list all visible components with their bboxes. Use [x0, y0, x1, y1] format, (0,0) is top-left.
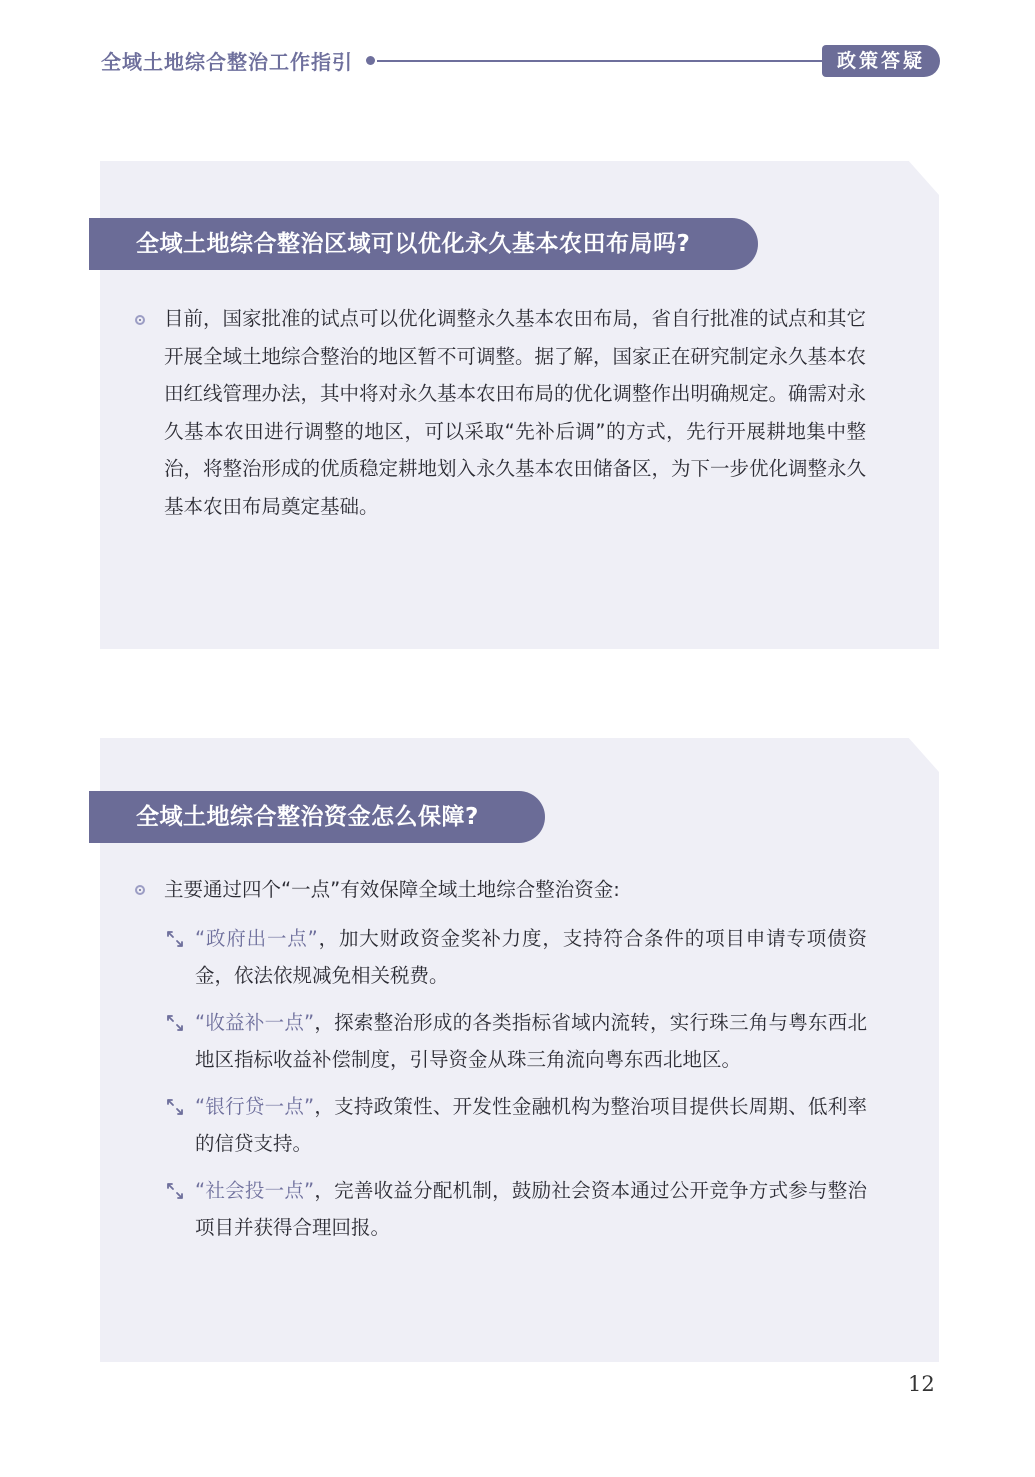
header-divider: [377, 60, 837, 62]
page-number: 12: [908, 1372, 935, 1396]
diagonal-arrows-icon: [166, 1098, 184, 1116]
question-title-1: 全域土地综合整治区域可以优化永久基本农田布局吗?: [89, 218, 758, 270]
section-badge: 政策答疑: [822, 45, 940, 77]
funding-item-highlight: “收益补一点”: [195, 1011, 315, 1034]
diagonal-arrows-icon: [166, 930, 184, 948]
funding-item-highlight: “政府出一点”: [195, 927, 318, 950]
funding-item-1: [195, 920, 867, 994]
funding-item-text: ，加大财政资金奖补力度，支持符合条件的项目申请专项债资金，依法依规减免相关税费。: [195, 927, 867, 987]
header-dot: [366, 56, 375, 65]
funding-item-highlight: “银行贷一点”: [195, 1095, 315, 1118]
funding-item-highlight: “社会投一点”: [195, 1179, 315, 1202]
diagonal-arrows-icon: [166, 1182, 184, 1200]
answer-paragraph-1: 目前，国家批准的试点可以优化调整永久基本农田布局，省自行批准的试点和其它开展全域土地综合整治的地区暂不可调整。据了解，国家正在研究制定永久基本农田红线管理办法，其中将对永久基本农田布局的优化调整作出明确规定。确需对永久基本农田进行调整的地区，可以采取“先补后调”的方式，先行开展耕地集中整治，将整治形成的优质稳定耕地划入永久基本农田储备区，为下一步优化调整永久基本农田布局奠定基础。: [164, 307, 867, 518]
diagonal-arrows-icon: [166, 1014, 184, 1032]
answer-intro-2: 主要通过四个“一点”有效保障全域土地综合整治资金:: [164, 878, 620, 901]
funding-item-4: [195, 1172, 867, 1246]
funding-item-text: ，支持政策性、开发性金融机构为整治项目提供长周期、低利率的信贷支持。: [195, 1095, 867, 1155]
question-title-2: 全域土地综合整治资金怎么保障?: [89, 791, 545, 843]
circle-bullet-icon: [135, 315, 145, 325]
funding-item-3: [195, 1088, 867, 1162]
funding-item-2: [195, 1004, 867, 1078]
header-title: 全域土地综合整治工作指引: [101, 50, 353, 74]
circle-bullet-icon: [135, 885, 145, 895]
funding-item-text: ，探索整治形成的各类指标省域内流转，实行珠三角与粤东西北地区指标收益补偿制度，引导资金从珠三角流向粤东西北地区。: [195, 1011, 867, 1071]
funding-item-text: ，完善收益分配机制，鼓励社会资本通过公开竞争方式参与整治项目并获得合理回报。: [195, 1179, 867, 1239]
